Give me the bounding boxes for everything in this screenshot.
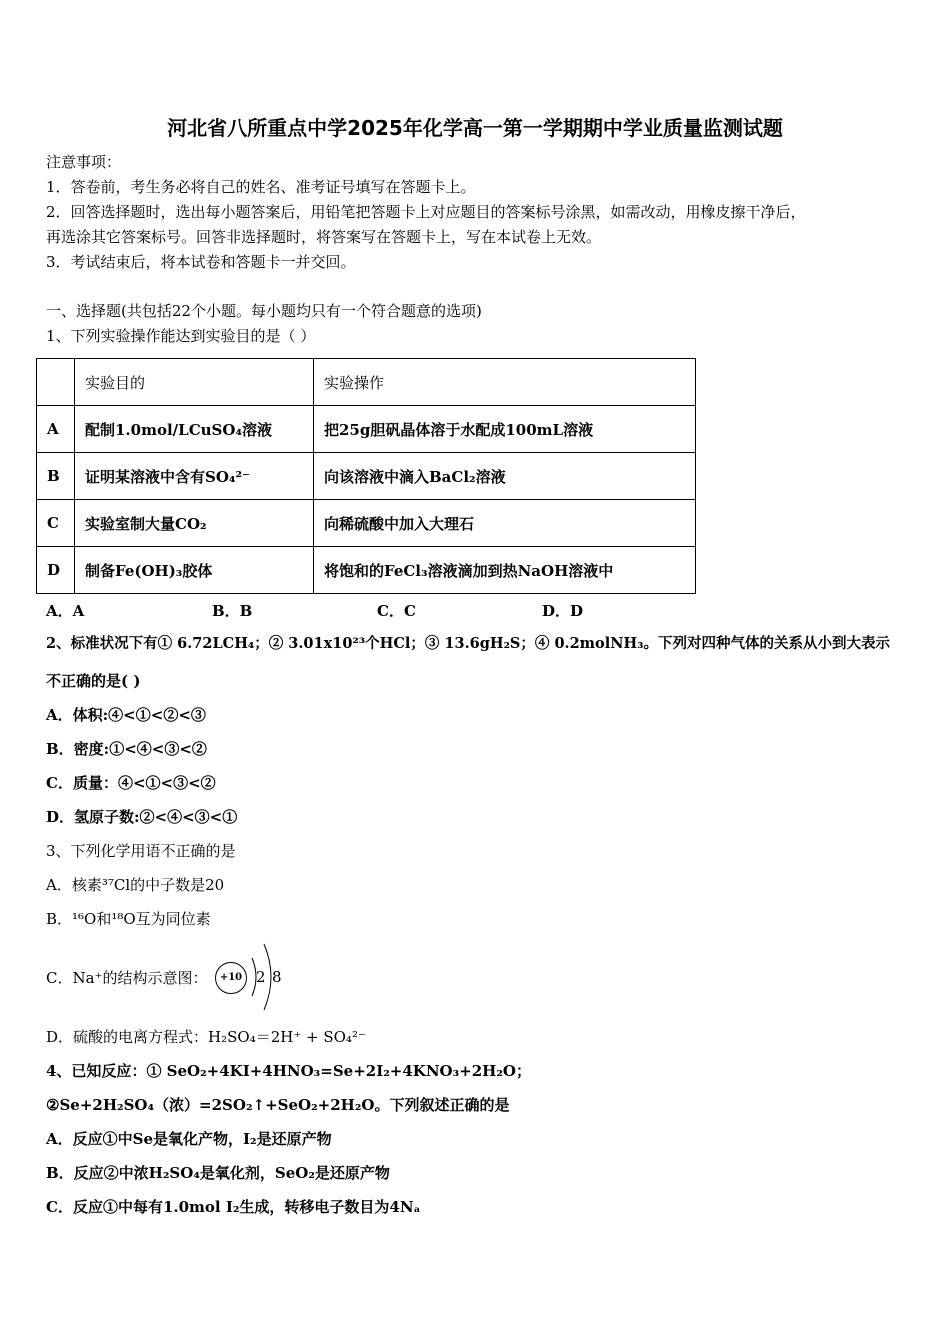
row-operation: 将饱和的FeCl₃溶液滴加到热NaOH溶液中 [314, 547, 696, 594]
table-row [37, 547, 696, 594]
notice-item-3: 3．考试结束后，将本试卷和答题卡一并交回。 [46, 253, 356, 271]
na-ion-nucleus: +10 [215, 962, 247, 994]
q2-option-d: D．氢原子数:②<④<③<① [46, 808, 238, 826]
table-row [37, 500, 696, 547]
q1-option-c: C．C [377, 602, 416, 620]
shell-1-count: 2 [256, 968, 266, 986]
q2-option-c: C．质量：④<①<③<② [46, 774, 216, 792]
q1-table [36, 358, 696, 594]
row-purpose: 配制1.0mol/LCuSO₄溶液 [75, 406, 314, 453]
q3-option-c: C．Na⁺的结构示意图： [46, 969, 208, 987]
notice-item-1: 1．答卷前，考生务必将自己的姓名、准考证号填写在答题卡上。 [46, 178, 476, 196]
notice-heading: 注意事项： [46, 153, 122, 171]
q3-option-b: B．¹⁶O和¹⁸O互为同位素 [46, 910, 211, 928]
q3-stem: 3、下列化学用语不正确的是 [46, 842, 236, 860]
q4-stem-2: ②Se+2H₂SO₄（浓）=2SO₂↑+SeO₂+2H₂O。下列叙述正确的是 [46, 1096, 510, 1114]
q1-option-a: A．A [46, 602, 85, 620]
q4-option-b: B．反应②中浓H₂SO₄是氧化剂，SeO₂是还原产物 [46, 1164, 390, 1182]
page-title: 河北省八所重点中学2025年化学高一第一学期期中学业质量监测试题 [167, 116, 783, 140]
row-key: A [37, 406, 75, 453]
q3-option-d: D．硫酸的电离方程式：H₂SO₄＝2H⁺ + SO₄²⁻ [46, 1028, 366, 1046]
q4-option-a: A．反应①中Se是氧化产物，I₂是还原产物 [46, 1130, 332, 1148]
purpose-header: 实验目的 [75, 359, 314, 406]
table-row [37, 406, 696, 453]
row-key: C [37, 500, 75, 547]
row-purpose: 证明某溶液中含有SO₄²⁻ [75, 453, 314, 500]
shell-2-count: 8 [272, 968, 282, 986]
table-row [37, 453, 696, 500]
q2-option-b: B．密度:①<④<③<② [46, 740, 207, 758]
q1-option-b: B．B [212, 602, 253, 620]
row-purpose: 制备Fe(OH)₃胶体 [75, 547, 314, 594]
q2-option-a: A．体积:④<①<②<③ [46, 706, 206, 724]
row-key: B [37, 453, 75, 500]
row-operation: 把25g胆矾晶体溶于水配成100mL溶液 [314, 406, 696, 453]
notice-item-2a: 2．回答选择题时，选出每小题答案后，用铅笔把答题卡上对应题目的答案标号涂黑，如需改动，用橡皮擦干净后， [46, 203, 806, 221]
row-operation: 向该溶液中滴入BaCl₂溶液 [314, 453, 696, 500]
table-row [37, 359, 696, 406]
q4-option-c: C．反应①中每有1.0mol I₂生成，转移电子数目为4Nₐ [46, 1198, 421, 1216]
operation-header: 实验操作 [314, 359, 696, 406]
q3-option-a: A．核素³⁷Cl的中子数是20 [46, 876, 225, 894]
q1-option-d: D．D [542, 602, 584, 620]
notice-item-2b: 再选涂其它答案标号。回答非选择题时，将答案写在答题卡上，写在本试卷上无效。 [46, 228, 602, 246]
q2-stem-1: 2、标准状况下有① 6.72LCH₄；② 3.01x10²³个HCl；③ 13.6gH₂S；④ 0.2molNH₃。下列对四种气体的关系从小到大表示 [46, 635, 890, 652]
q2-stem-2: 不正确的是( ) [46, 672, 141, 690]
section-heading: 一、选择题(共包括22个小题。每小题均只有一个符合题意的选项) [46, 302, 482, 320]
table-cell [37, 359, 75, 406]
row-operation: 向稀硫酸中加入大理石 [314, 500, 696, 547]
q1-stem: 1、下列实验操作能达到实验目的是（ ） [46, 327, 316, 345]
q4-stem-1: 4、已知反应：① SeO₂+4KI+4HNO₃=Se+2I₂+4KNO₃+2H₂O； [46, 1062, 531, 1080]
row-key: D [37, 547, 75, 594]
row-purpose: 实验室制大量CO₂ [75, 500, 314, 547]
